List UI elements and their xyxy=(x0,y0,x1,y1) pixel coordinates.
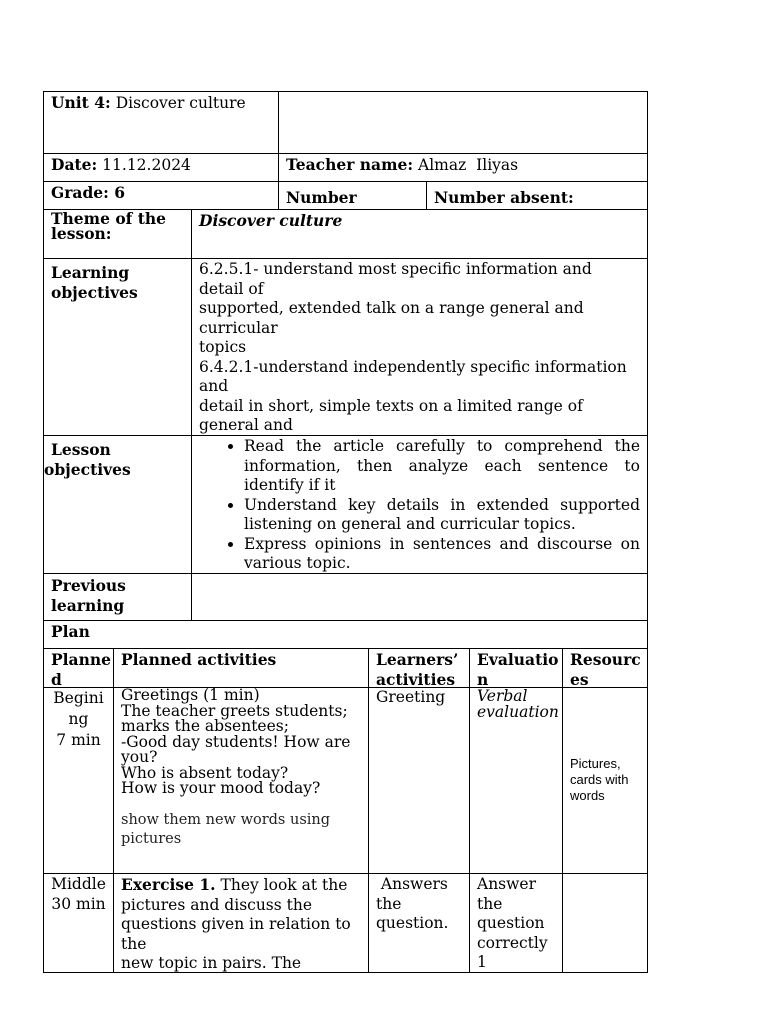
evaluation-line: the xyxy=(477,894,503,913)
teacher-value: Almaz Iliyas xyxy=(418,156,519,174)
activity-note-line: pictures xyxy=(121,830,182,847)
unit-label: Unit 4: xyxy=(51,93,111,112)
plan-title-cell xyxy=(43,620,648,649)
lesson-objectives-cell xyxy=(191,435,648,574)
activity-line: questions given in relation to the xyxy=(121,915,351,953)
learning-objective-line: topics xyxy=(199,338,247,356)
stage-line: 7 min xyxy=(56,731,101,749)
evaluation-line: evaluation xyxy=(477,703,559,721)
activity-line: you? xyxy=(121,748,158,766)
activity-line: The teacher greets students; xyxy=(121,701,348,720)
theme-label-cell xyxy=(43,209,192,259)
resources-line: Pictures, xyxy=(570,756,621,771)
learning-objective-line: detail in short, simple texts on a limited range of general and xyxy=(199,396,583,434)
learning-objective-line: 6.2.5.1- understand most specific information and detail of xyxy=(199,260,592,298)
resources-line: words xyxy=(570,788,605,803)
plan-header-evaluation xyxy=(469,648,563,688)
evaluation-line: question xyxy=(477,914,545,932)
activity-line: new topic in pairs. The xyxy=(121,954,302,972)
present-cell xyxy=(278,181,427,210)
plan-row-stage xyxy=(43,687,114,874)
previous-learning-value-cell xyxy=(191,573,648,621)
plan-row-learners xyxy=(368,873,470,973)
plan-header-evaluation-line2: n xyxy=(477,669,489,688)
activity-line: Who is absent today? xyxy=(121,763,289,782)
evaluation-line: Answer xyxy=(477,875,536,893)
lesson-objectives-label-cell xyxy=(43,435,192,574)
learning-objectives-cell xyxy=(191,258,648,436)
stage-line: Begini xyxy=(53,689,104,707)
activity-line: -Good day students! How are xyxy=(121,732,351,751)
evaluation-line xyxy=(477,973,555,974)
evaluation-line: Verbal xyxy=(477,687,528,705)
stage-line: ng xyxy=(68,710,89,728)
grade-cell xyxy=(43,181,279,210)
learning-objectives-label-line1: Learning xyxy=(51,263,130,282)
plan-header-planned xyxy=(43,648,114,688)
learners-text: Greeting xyxy=(376,688,446,706)
previous-learning-label-cell xyxy=(43,573,192,621)
theme-value-cell xyxy=(191,209,648,259)
plan-header-resources-line1: Resourc xyxy=(570,650,641,669)
plan-row-activity xyxy=(113,873,369,973)
learners-line: the xyxy=(376,894,402,913)
plan-header-planned-line1: Planne xyxy=(51,650,111,669)
activity-line: How is your mood today? xyxy=(121,779,321,797)
learning-objectives-label-line2: objectives xyxy=(51,282,138,302)
previous-learning-label-line1: Previous xyxy=(51,576,126,595)
plan-row-learners xyxy=(368,687,470,874)
theme-label-line1: Theme of the xyxy=(51,209,167,228)
plan-row-resources xyxy=(562,873,648,973)
absent-cell xyxy=(426,181,648,210)
grade-label: Grade: 6 xyxy=(51,183,126,202)
activity-first-line xyxy=(121,875,361,896)
present-label: Number xyxy=(286,188,357,207)
activity-line: pictures and discuss the xyxy=(121,895,313,914)
plan-header-learners xyxy=(368,648,470,688)
lesson-objectives-list xyxy=(199,437,640,574)
exercise-label: Exercise 1. xyxy=(121,875,216,894)
evaluation-line: correctly 1 xyxy=(477,933,548,971)
date-label: Date: xyxy=(51,155,98,174)
lesson-objective-item: • Understand key details in extended supported listening on general and curricular topics. xyxy=(244,496,640,535)
absent-label: Number absent: xyxy=(434,188,574,207)
stage-line: 30 min xyxy=(51,894,106,913)
teacher-label: Teacher name: xyxy=(286,155,414,174)
plan-header-evaluation-line1: Evaluatio xyxy=(477,650,559,669)
activity-line: Greetings (1 min) xyxy=(121,687,260,704)
date-value: 11.12.2024 xyxy=(102,156,191,174)
plan-title: Plan xyxy=(51,622,90,641)
lesson-objective-item: • Read the article carefully to comprehend the information, then analyze each sentence to identify if it xyxy=(244,437,640,496)
lesson-objective-item: • Express opinions in sentences and discourse on various topic. xyxy=(244,535,640,574)
learning-objective-line: supported, extended talk on a range general and curricular xyxy=(199,299,584,337)
plan-header-activities-text: Planned activities xyxy=(121,650,277,669)
previous-learning-label-line2: learning xyxy=(51,595,125,615)
plan-row-activity xyxy=(113,687,369,874)
learners-line: question. xyxy=(376,914,449,932)
lesson-objectives-label-line1: Lesson xyxy=(51,440,111,459)
theme-label-line2: lesson: xyxy=(51,224,112,243)
unit-cell xyxy=(43,91,279,154)
plan-header-resources xyxy=(562,648,648,688)
activity-text: They look at the xyxy=(215,876,348,894)
plan-header-activities xyxy=(113,648,369,688)
plan-row-resources xyxy=(562,687,648,874)
activity-note-line: show them new words using xyxy=(121,811,331,828)
activity-line: marks the absentees; xyxy=(121,717,289,735)
plan-row-evaluation xyxy=(469,873,563,973)
unit-value: Discover culture xyxy=(115,94,246,112)
unit-empty-cell xyxy=(278,91,648,154)
learning-objective-line: 6.4.2.1-understand independently specific information and xyxy=(199,357,627,395)
lesson-objectives-label-line2: objectives xyxy=(44,459,131,479)
learning-objectives-label-cell xyxy=(43,258,192,436)
stage-line: Middle xyxy=(51,875,106,893)
learners-line: Answers xyxy=(376,875,448,893)
resources-line: cards with xyxy=(570,772,629,787)
plan-header-learners-line2: activities xyxy=(376,669,456,688)
plan-header-resources-line2: es xyxy=(570,669,589,688)
plan-row-stage xyxy=(43,873,114,973)
date-cell xyxy=(43,153,279,182)
plan-header-learners-line1: Learners’ xyxy=(376,650,459,669)
teacher-cell xyxy=(278,153,648,182)
plan-header-planned-line2: d xyxy=(51,669,62,688)
theme-value: Discover culture xyxy=(199,211,343,230)
plan-row-evaluation xyxy=(469,687,563,874)
